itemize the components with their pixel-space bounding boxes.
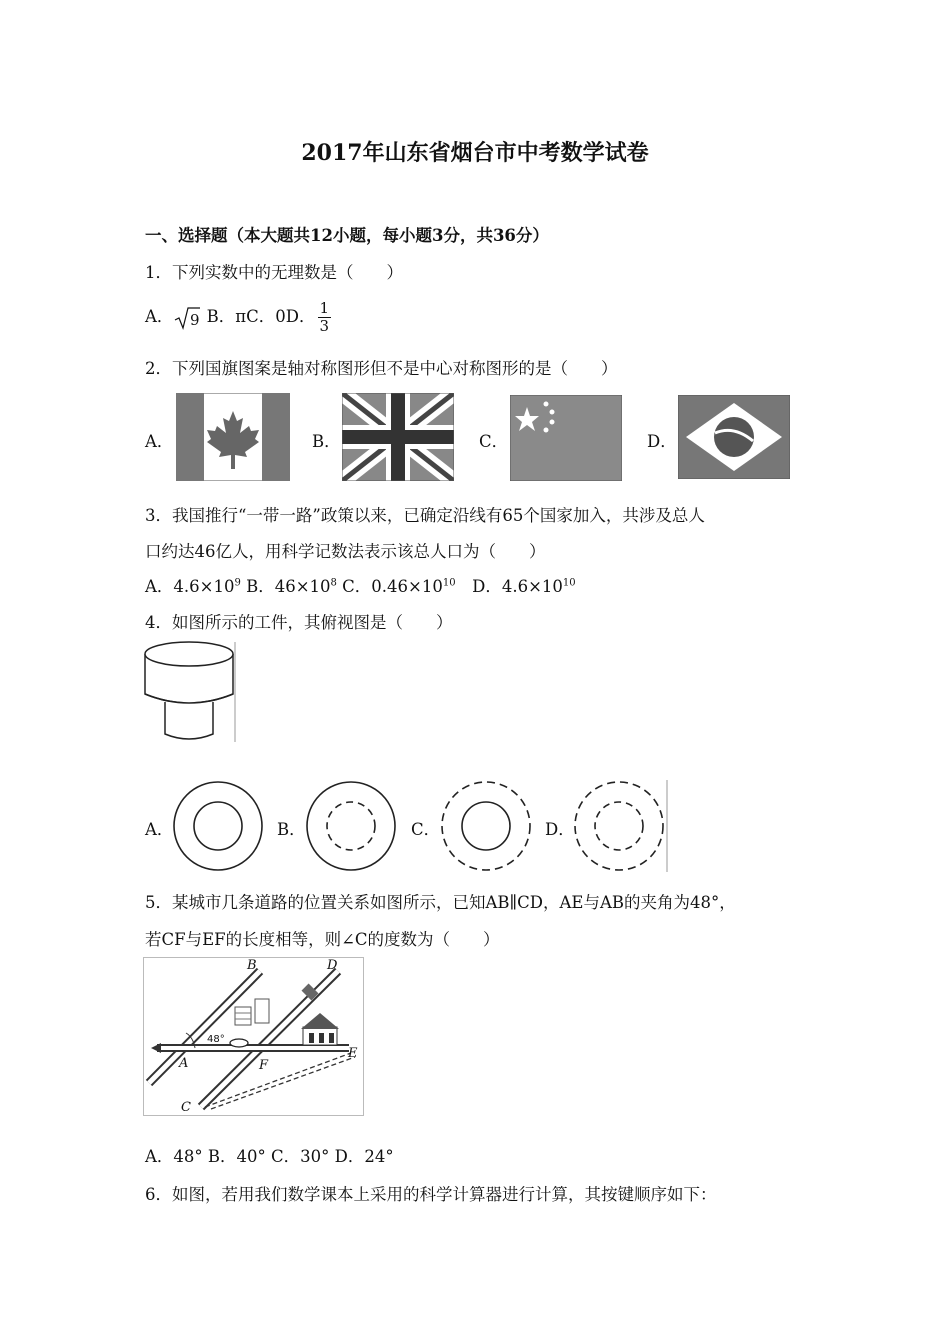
q4-option-a-label: A． <box>145 820 174 839</box>
question-3-options <box>145 573 576 597</box>
q2-option-d-label: D． <box>647 432 677 451</box>
label-d: D <box>327 958 338 973</box>
road-diagram <box>143 957 365 1117</box>
section-heading: 一、选择题（本大题共12小题，每小题3分，共36分） <box>145 226 549 245</box>
label-a: A <box>179 1056 189 1071</box>
q1-options-bcd: B．πC．0D． <box>206 307 316 326</box>
q4-option-d-label: D． <box>545 820 575 839</box>
q4-option-b-label: B． <box>277 820 306 839</box>
question-5-options: A．48° B．40° C．30° D．24° <box>145 1147 394 1166</box>
label-f: F <box>259 1058 269 1073</box>
question-5-stem-line2: 若CF与EF的长度相等，则∠C的度数为（ ） <box>145 930 500 949</box>
question-1-options <box>145 300 331 335</box>
fraction-numerator: 1 <box>319 299 330 317</box>
question-3-stem-line1: 3．我国推行“一带一路”政策以来，已确定沿线有65个国家加入，共涉及总人 <box>145 506 705 525</box>
top-view-c <box>440 780 532 872</box>
fraction-denominator: 3 <box>319 317 330 335</box>
q4-option-c-label: C． <box>411 820 441 839</box>
fraction <box>318 300 332 335</box>
flag-brazil <box>678 395 790 479</box>
question-2-stem: 2．下列国旗图案是轴对称图形但不是中心对称图形的是（ ） <box>145 359 618 378</box>
sqrt-symbol <box>173 306 201 330</box>
top-view-a <box>172 780 264 872</box>
q2-option-a-label: A． <box>145 432 174 451</box>
label-angle: 48° <box>207 1034 225 1045</box>
question-6-stem: 6．如图，若用我们数学课本上采用的科学计算器进行计算，其按键顺序如下： <box>145 1185 717 1204</box>
q3-option-c: C．0.46×10 <box>336 577 443 596</box>
page-title: 2017年山东省烟台市中考数学试卷 <box>301 140 649 166</box>
q3-option-d: D．4.6×10 <box>455 577 563 596</box>
label-b: B <box>247 958 257 973</box>
sqrt-radicand: 9 <box>190 310 200 329</box>
flag-canada <box>176 393 290 481</box>
label-e: E <box>348 1046 358 1061</box>
q3-option-b: B．46×10 <box>240 577 331 596</box>
question-1-stem: 1．下列实数中的无理数是（ ） <box>145 263 403 282</box>
q1-option-a-label: A． <box>145 307 174 326</box>
question-4-stem: 4．如图所示的工件，其俯视图是（ ） <box>145 613 453 632</box>
q3-option-a-exp: 9 <box>234 577 241 589</box>
q2-option-c-label: C． <box>479 432 509 451</box>
q3-option-a: A．4.6×10 <box>145 577 235 596</box>
flag-china <box>510 395 622 481</box>
q2-option-b-label: B． <box>312 432 341 451</box>
q3-option-c-exp: 10 <box>442 577 456 589</box>
flag-uk <box>342 393 454 481</box>
question-3-stem-line2: 口约达46亿人，用科学记数法表示该总人口为（ ） <box>145 542 546 561</box>
workpiece-figure <box>143 640 239 744</box>
top-view-d <box>573 780 669 872</box>
top-view-b <box>305 780 397 872</box>
question-5-stem-line1: 5．某城市几条道路的位置关系如图所示，已知AB∥CD，AE与AB的夹角为48°， <box>145 893 736 912</box>
q3-option-d-exp: 10 <box>562 577 576 589</box>
label-c: C <box>181 1100 191 1115</box>
q3-option-b-exp: 8 <box>330 577 337 589</box>
